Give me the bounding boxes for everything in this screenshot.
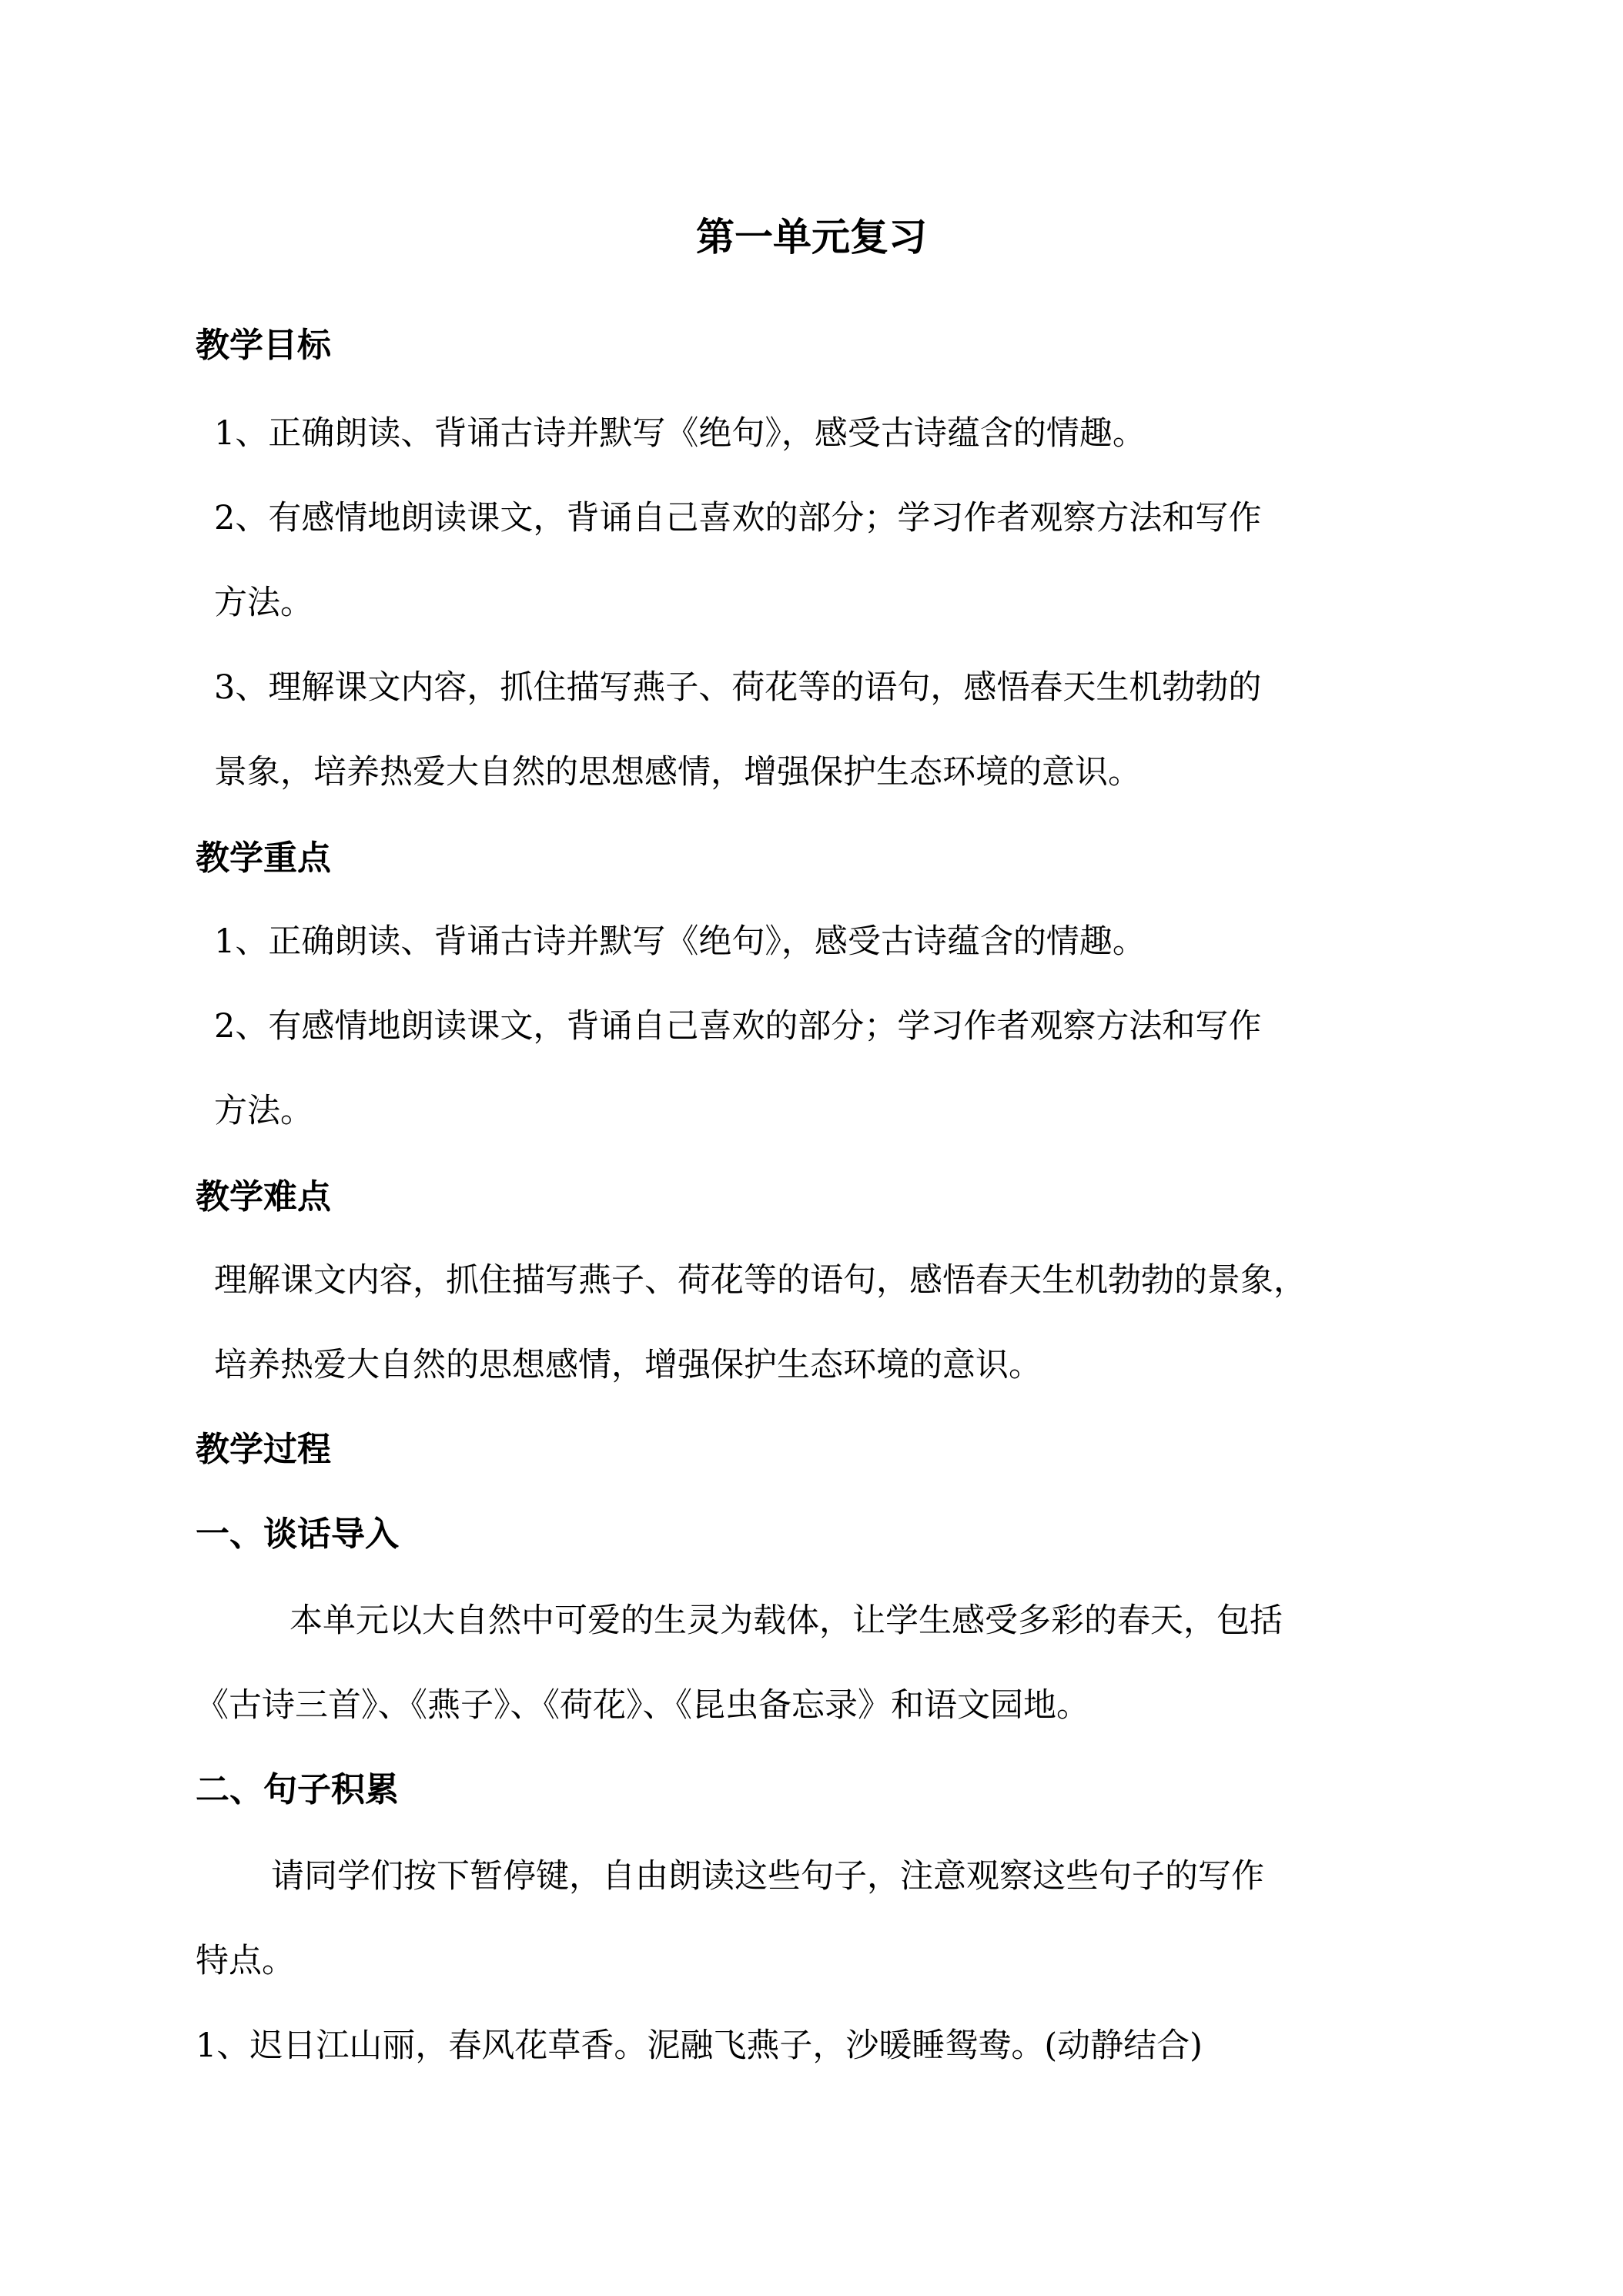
objective-line-1: 1、正确朗读、背诵古诗并默写《绝句》，感受古诗蕴含的情趣。 — [214, 414, 1146, 453]
objective-line-3-cont: 景象，培养热爱大自然的思想感情，增强保护生态环境的意识。 — [214, 753, 1141, 792]
section-heading-difficulties: 教学难点 — [196, 1177, 331, 1217]
key-point-line-2: 2、有感情地朗读课文，背诵自己喜欢的部分；学习作者观察方法和写作 — [214, 1007, 1262, 1046]
section-heading-sentences: 二、句子积累 — [196, 1770, 399, 1809]
section-heading-key-points: 教学重点 — [196, 838, 331, 878]
objective-line-2-cont: 方法。 — [214, 584, 313, 622]
difficulty-line-1: 理解课文内容，抓住描写燕子、荷花等的语句，感悟春天生机勃勃的景象， — [214, 1261, 1307, 1300]
section-heading-process: 教学过程 — [196, 1430, 331, 1469]
section-heading-intro: 一、谈话导入 — [196, 1514, 399, 1554]
key-point-line-2-cont: 方法。 — [214, 1092, 313, 1130]
intro-line-2: 《古诗三首》、《燕子》、《荷花》、《昆虫备忘录》和语文园地。 — [196, 1686, 1089, 1725]
section-heading-objectives: 教学目标 — [196, 326, 331, 365]
difficulty-line-2: 培养热爱大自然的思想感情，增强保护生态环境的意识。 — [214, 1346, 1042, 1384]
objective-line-2: 2、有感情地朗读课文，背诵自己喜欢的部分；学习作者观察方法和写作 — [214, 499, 1262, 537]
sentences-instruction-line-2: 特点。 — [196, 1942, 295, 1980]
page-title: 第一单元复习 — [696, 215, 927, 259]
key-point-line-1: 1、正确朗读、背诵古诗并默写《绝句》，感受古诗蕴含的情趣。 — [214, 922, 1146, 961]
sentence-example-1: 1、迟日江山丽，春风花草香。泥融飞燕子，沙暖睡鸳鸯。(动静结合) — [196, 2027, 1203, 2065]
intro-line-1: 本单元以大自然中可爱的生灵为载体，让学生感受多彩的春天，包括 — [289, 1602, 1283, 1640]
sentences-instruction-line-1: 请同学们按下暂停键，自由朗读这些句子，注意观察这些句子的写作 — [271, 1857, 1264, 1896]
objective-line-3: 3、理解课文内容，抓住描写燕子、荷花等的语句，感悟春天生机勃勃的 — [214, 668, 1262, 707]
